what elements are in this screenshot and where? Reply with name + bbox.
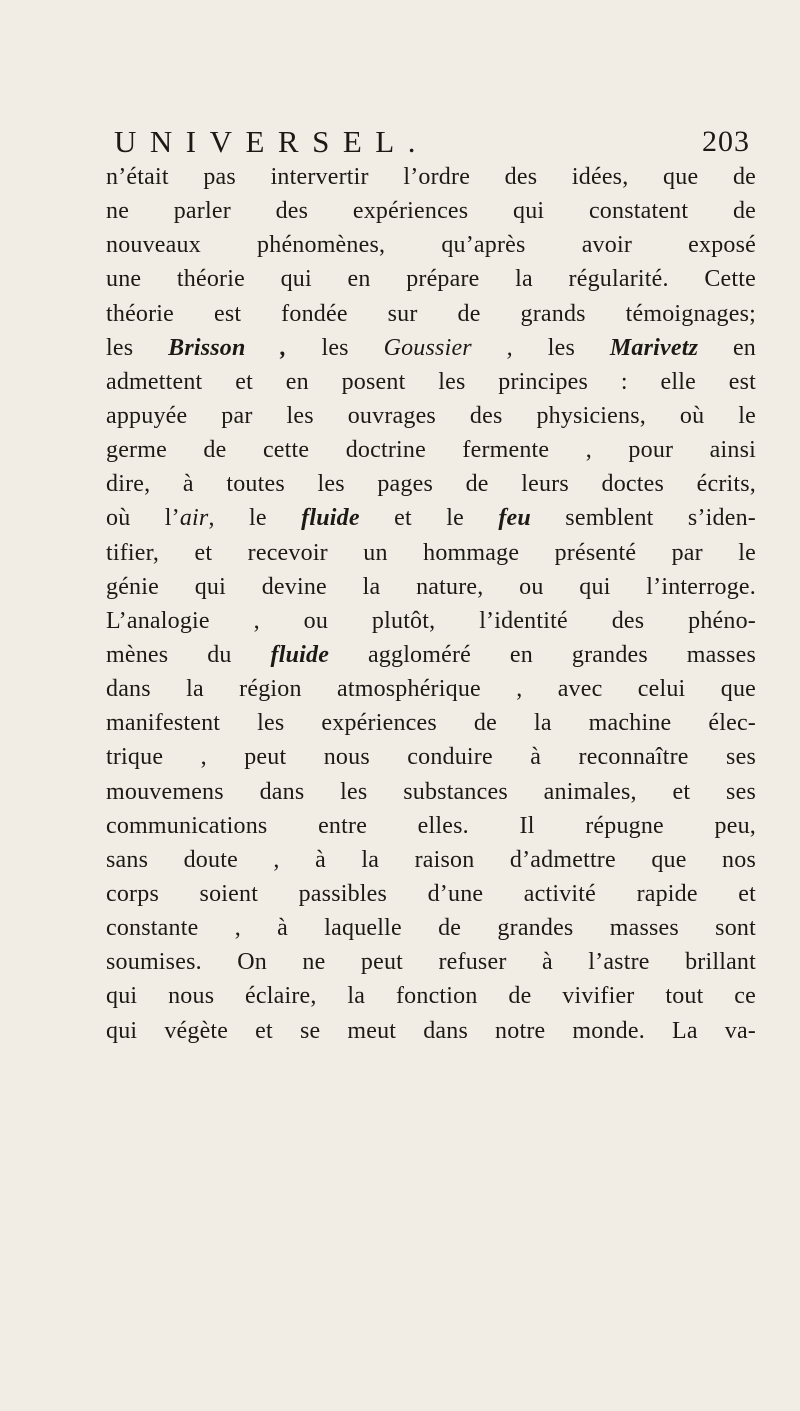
text-line [106,433,756,467]
text-segment: soumises. On ne peut refuser à l’astre brillant [106,949,756,976]
text-line [106,979,756,1013]
text-line [106,365,756,399]
text-segment: les [106,334,169,361]
text-segment: trique , peut nous conduire à reconnaître ses [106,744,756,771]
text-line [106,467,756,501]
text-line [106,911,756,945]
text-line [106,536,756,570]
text-segment: qui végète et se meut dans notre monde. La va- [106,1017,756,1044]
text-segment: où l’ [106,505,180,532]
italic-text: fluide [301,505,360,532]
text-line [106,297,756,331]
text-line [106,194,756,228]
body-text [106,160,756,1048]
text-segment: semblent s’iden- [530,505,756,532]
text-segment: corps soient passibles d’une activité rapide et [106,880,756,907]
text-segment: les [512,334,610,361]
text-segment: , le [208,505,302,532]
text-segment: tifier, et recevoir un hommage présenté par le [106,539,756,566]
text-line [106,331,756,365]
text-line [106,775,756,809]
text-segment: germe de cette doctrine fermente , pour ainsi [106,437,756,464]
text-segment: mènes du [106,641,271,668]
text-line [106,945,756,979]
italic-text: Brisson , [168,334,287,361]
italic-text: air [179,505,209,532]
italic-text: Goussier , [383,334,513,361]
text-line [106,501,756,535]
text-segment: une théorie qui en prépare la régularité. Cette [106,266,756,293]
text-segment: admettent et en posent les principes : elle est [106,368,756,395]
text-segment: les [286,334,384,361]
text-segment: dans la région atmosphérique , avec celui que [106,676,756,703]
text-segment: appuyée par les ouvrages des physiciens, où le [106,402,756,429]
text-segment: génie qui devine la nature, ou qui l’interroge. [106,573,756,600]
text-line [106,399,756,433]
text-line [106,604,756,638]
text-line [106,570,756,604]
text-line [106,1014,756,1048]
text-line [106,706,756,740]
text-segment: manifestent les expériences de la machine élec- [106,710,756,737]
text-segment: sans doute , à la raison d’admettre que nos [106,846,756,873]
text-line [106,228,756,262]
page-header [114,120,750,164]
text-line [106,638,756,672]
text-line [106,262,756,296]
text-line [106,843,756,877]
text-segment: n’était pas intervertir l’ordre des idées, que de [106,164,756,190]
text-segment: en [698,334,757,361]
italic-text: Marivetz [609,334,699,361]
text-line [106,809,756,843]
text-line [106,672,756,706]
running-head: UNIVERSEL. [114,124,429,159]
text-segment: théorie est fondée sur de grands témoignages; [106,300,756,327]
italic-text: feu [498,505,531,532]
text-line [106,160,756,194]
text-line [106,740,756,774]
text-segment: constante , à laquelle de grandes masses sont [106,915,756,942]
text-segment: ne parler des expériences qui constatent de [106,198,756,225]
text-line [106,877,756,911]
text-segment: qui nous éclaire, la fonction de vivifier tout ce [106,983,756,1010]
text-segment: nouveaux phénomènes, qu’après avoir exposé [106,232,756,259]
text-segment: aggloméré en grandes masses [329,641,756,668]
text-segment: et le [359,505,499,532]
italic-text: fluide [270,641,330,668]
page-number: 203 [702,125,750,158]
text-segment: L’analogie , ou plutôt, l’identité des phéno- [106,607,756,634]
text-segment: dire, à toutes les pages de leurs doctes écrits, [106,471,756,498]
text-segment: communications entre elles. Il répugne peu, [106,812,756,839]
text-segment: mouvemens dans les substances animales, et ses [106,778,756,805]
